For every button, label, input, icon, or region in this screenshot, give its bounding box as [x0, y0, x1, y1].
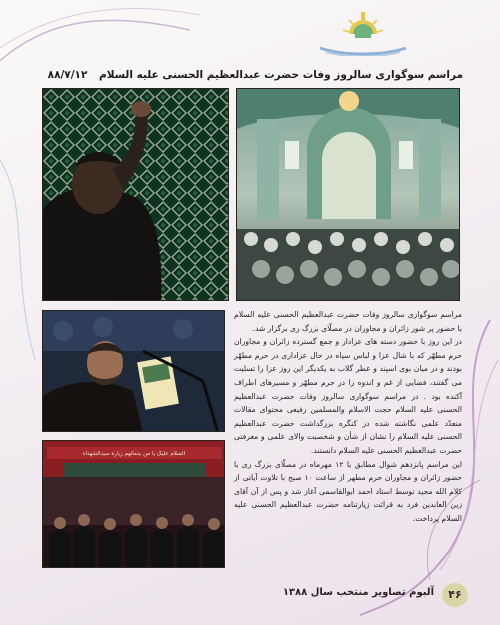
article-paragraph: این مراسم پانزدهم شوال مطابق با ۱۲ مهرماه در مصلّای بزرگ ری با حضور زائران و مجاوران حرم مطهر از ساعت ۱۰ صبح با تلاوت آیاتی از کلام الله مجید توسط استاد احمد ابوالقاسمی آغاز شد و پس از آن آقای زین العابدین فرد به قرائت زیارتنامه حضرت عبدالعظیم الحسنی علیه السلام پرداخت.: [234, 459, 462, 523]
photo-reciter: [42, 310, 225, 432]
article-body: [234, 308, 462, 570]
shrine-logo: [318, 8, 408, 56]
photo-mourner-at-grille-image: [43, 89, 229, 301]
page-title: [47, 67, 463, 83]
article-paragraph: مراسم سوگواری سالروز وفات حضرت عبدالعظیم الحسنی علیه السلام با حضور پر شور زائران و مجاوران در مصلّای بزرگ ری برگزار شد.: [234, 310, 462, 333]
photo-mourner-at-grille: [42, 88, 229, 301]
article-paragraph: در این روز با حضور دسته های عزادار و جمع گسترده زائران و مجاوران حرم مطهّر که با شال عزا و لباس سیاه در حال عزاداری در حرم مطهّر بودند و در میان بوی اسپند و عطر گلاب به یکدیگر این روز عزا را تسلیت می گفتند، فضایی از غم و اندوه را در حرم مطهّر و مسیرهای اطراف آکنده بود . در مراسم سوگواری سالروز وفات حضرت عبدالعظیم الحسنی علیه السلام حجت الاسلام والمسلمین رفیعی محتوای مقالات متعدّد علمی نگاشته شده در کنگره بزرگداشت حضرت عبدالعظیم الحسنی علیه السلام را نشان از شأن و شخصیت والای علمی و معرفتی حضرت عبدالعظیم الحسنی علیه السلام دانستند.: [234, 337, 462, 455]
decorative-swirl-left: [0, 150, 40, 370]
photo-shrine-hall-crowd: [236, 88, 460, 301]
photo-shrine-hall-crowd-image: [237, 89, 460, 301]
title-date: ۸۸/۷/۱۲: [47, 69, 88, 81]
page-footer: [282, 583, 468, 607]
title-text: مراسم سوگواری سالروز وفات حضرت عبدالعظیم الحسنی علیه السلام: [99, 69, 463, 81]
photo-mourners-banner-image: [43, 441, 225, 568]
photo-reciter-image: [43, 311, 225, 432]
photo-mourners-banner: [42, 440, 225, 568]
banner-text: السلام علیک یا من بدمائهم زیارة سیدالشهداء: [82, 451, 186, 457]
footer-label: آلبوم تصاویر منتخب سال ۱۳۸۸: [282, 587, 434, 598]
page-number-badge: ۴۶: [442, 583, 468, 607]
